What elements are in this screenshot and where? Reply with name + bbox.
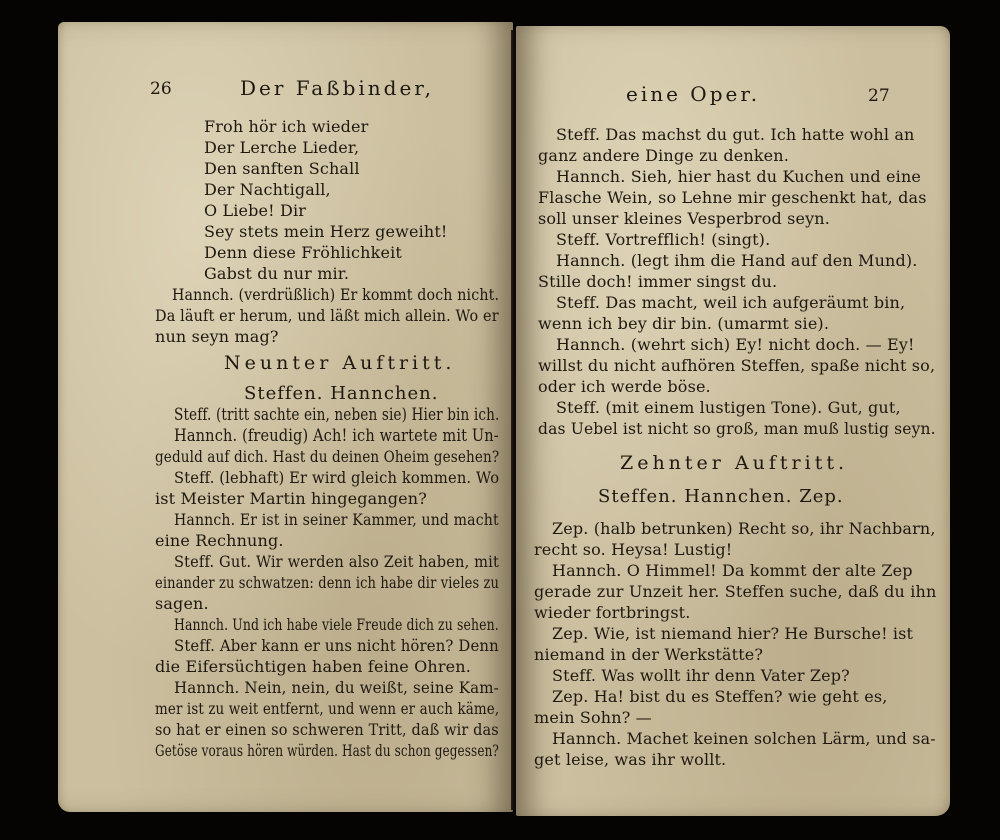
text-line: Steff. Vortrefflich! (singt). [556,230,771,249]
right-page [516,26,950,816]
text-line: ganz andere Dinge zu denken. [538,146,789,165]
text-line: mein Sohn? — [534,708,652,727]
text-line: Hannch. Sieh, hier hast du Kuchen und eine [556,167,922,186]
text-line: ist Meister Martin hingegangen? [155,489,427,508]
poem-line: Denn diese Fröhlichkeit [204,243,402,262]
text-line: Hannch. (freudig) Ach! ich wartete mit Un- [174,426,499,445]
scene-heading: Zehnter Auftritt. [620,452,849,474]
text-line: nun seyn mag? [155,327,279,346]
running-header: Der Faßbinder, [240,76,435,100]
text-line: Flasche Wein, so Lehne mir geschenkt hat, das [538,188,927,207]
running-header: eine Oper. [626,82,761,106]
text-line: Zep. (halb betrunken) Recht so, ihr Nachbarn, [552,519,936,538]
text-line: Steff. Das machst du gut. Ich hatte wohl an [556,125,915,144]
text-line: willst du nicht aufhören Steffen, spaße nicht so, [538,356,936,375]
text-line: Hannch. (wehrt sich) Ey! nicht doch. — Ey! [556,335,915,354]
text-line: Da läuft er herum, und läßt mich allein. Wo er [155,306,499,325]
text-line: einander zu schwatzen: denn ich habe dir vieles zu [155,573,500,592]
text-line: sagen. [155,594,209,613]
text-line: Steff. (tritt sachte ein, neben sie) Hier bin ich. [174,405,500,424]
scene-cast: Steffen. Hannchen. Zep. [598,486,844,507]
text-line: oder ich werde böse. [538,377,711,396]
poem-line: Der Nachtigall, [204,180,331,199]
text-line: Hannch. Und ich habe viele Freude dich zu sehen. [174,615,499,634]
page-number: 27 [868,86,890,106]
poem-line: Gabst du nur mir. [204,264,350,283]
text-line: Hannch. Machet keinen solchen Lärm, und sa- [552,729,936,748]
text-line: Hannch. (verdrüßlich) Er kommt doch nicht. [172,285,500,304]
text-line: Hannch. Er ist in seiner Kammer, und macht [174,510,499,529]
poem-line: Sey stets mein Herz geweiht! [204,222,448,241]
text-line: das Uebel ist nicht so groß, man muß lustig seyn. [538,419,936,438]
text-line: gerade zur Unzeit her. Steffen suche, daß du ihn [534,582,937,601]
page-number: 26 [150,79,172,99]
text-line: Zep. Ha! bist du es Steffen? wie geht es, [552,687,888,706]
poem-line: O Liebe! Dir [204,201,307,220]
text-line: Zep. Wie, ist niemand hier? He Bursche! ist [552,624,914,643]
text-line: Steff. Gut. Wir werden also Zeit haben, mit [174,552,499,571]
poem-line: Den sanften Schall [204,159,360,178]
scene-cast: Steffen. Hannchen. [244,383,439,404]
text-line: wenn ich bey dir bin. (umarmt sie). [538,314,830,333]
text-line: geduld auf dich. Hast du deinen Oheim gesehen? [155,447,500,466]
text-line: Steff. (lebhaft) Er wird gleich kommen. Wo [174,468,500,487]
text-line: eine Rechnung. [155,531,284,550]
poem-line: Der Lerche Lieder, [204,138,360,157]
text-line: die Eifersüchtigen haben feine Ohren. [155,657,471,676]
text-line: Steff. Was wollt ihr denn Vater Zep? [552,666,850,685]
text-line: Steff. Aber kann er uns nicht hören? Denn [174,636,499,655]
text-line: Hannch. Nein, nein, du weißt, seine Kam- [174,678,499,697]
text-line: Steff. (mit einem lustigen Tone). Gut, gut, [556,398,901,417]
text-line: niemand in der Werkstätte? [534,645,764,664]
text-line: mer ist zu weit entfernt, und wenn er auch käme, [155,699,500,718]
text-line: Hannch. O Himmel! Da kommt der alte Zep [552,561,913,580]
text-line: soll unser kleines Vesperbrod seyn. [538,209,830,228]
text-line: get leise, was ihr wollt. [534,750,727,769]
text-line: Hannch. (legt ihm die Hand auf den Mund). [556,251,918,270]
poem-line: Froh hör ich wieder [204,117,369,136]
text-line: wieder fortbringst. [534,603,691,622]
text-line: so hat er einen so schweren Tritt, daß wir das [155,720,499,739]
text-line: Stille doch! immer singst du. [538,272,778,291]
scene-heading: Neunter Auftritt. [224,352,456,374]
text-line: recht so. Heysa! Lustig! [534,540,733,559]
left-page [58,22,513,812]
text-line: Getöse voraus hören würden. Hast du schon gegessen? [155,741,499,760]
text-line: Steff. Das macht, weil ich aufgeräumt bin, [556,293,906,312]
